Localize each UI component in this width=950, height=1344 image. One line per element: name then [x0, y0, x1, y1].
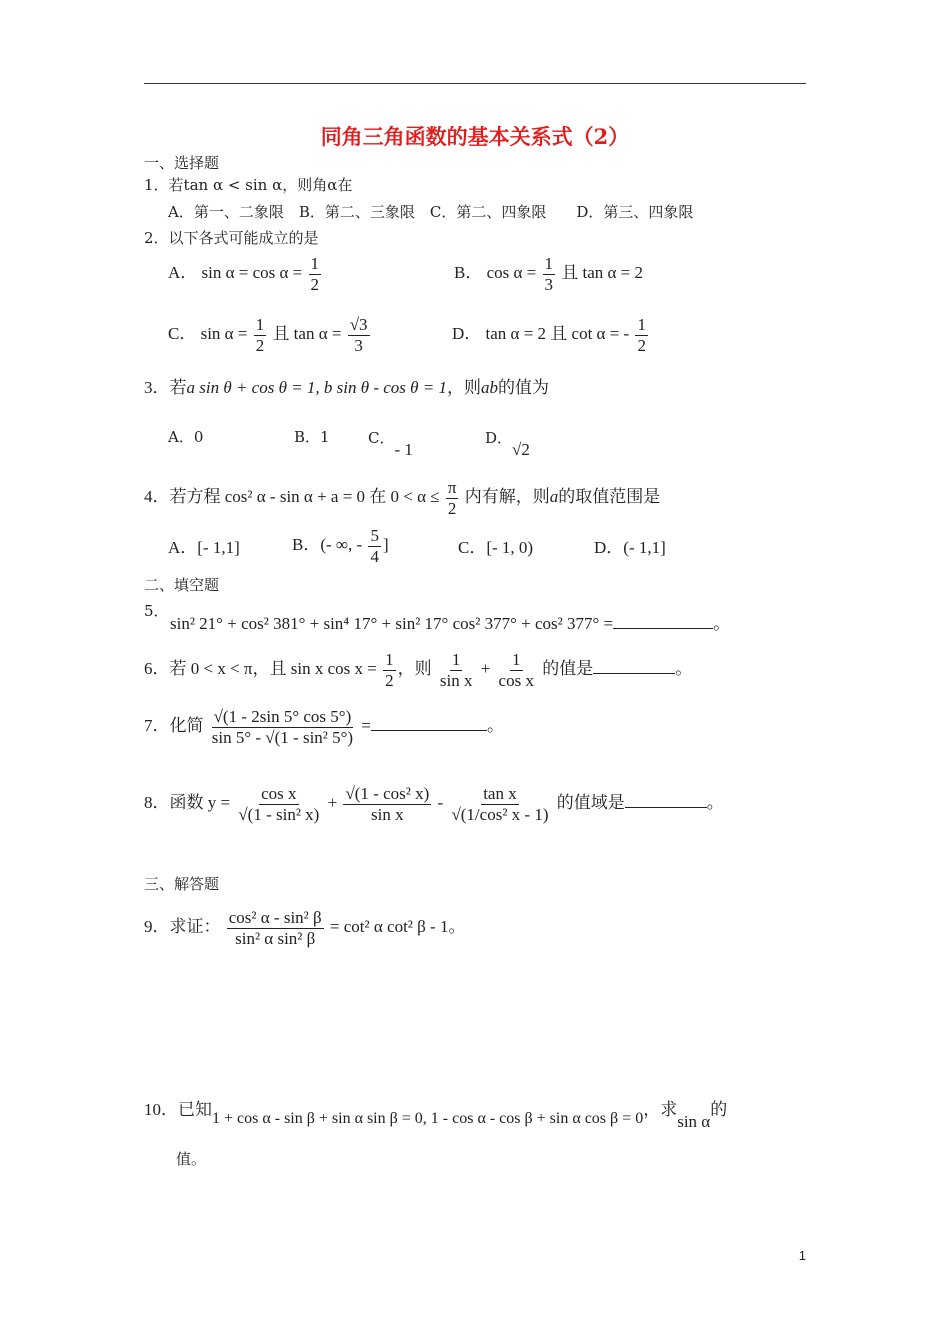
question-4-stem: [144, 478, 660, 518]
q4-equation: cos² α - sin α + a = 0: [224, 486, 366, 506]
q6-end: 的值是: [542, 658, 594, 678]
answer-blank: [613, 628, 713, 629]
header-rule: [144, 83, 806, 84]
question-5-number: 5．: [144, 602, 169, 620]
section-heading-solve: 三、解答题: [144, 875, 220, 893]
q4-range: 在 0 < α ≤: [369, 486, 440, 506]
fraction: [227, 908, 324, 948]
question-2-option-a: A． sin α = cos α = $\frac{1}{2}$: [168, 254, 320, 294]
q3-prefix: 3．若: [144, 378, 187, 397]
option-label: C．: [168, 323, 197, 343]
question-3-stem: [144, 378, 549, 398]
fraction: [343, 784, 431, 824]
q3-condition: a sin θ + cos θ = 1, b sin θ - cos θ = 1: [186, 378, 447, 397]
question-2-option-d: D． tan α = 2 且 cot α = - $\frac{1}{2}$: [452, 315, 646, 355]
answer-blank: [625, 807, 707, 808]
page-number: 1: [798, 1248, 806, 1263]
q7-numerator: √(1 - 2sin 5° cos 5°): [213, 707, 352, 726]
q10-condition: 1 + cos α - sin β + sin α sin β = 0, 1 - cos α - cos β + sin α cos β = 0: [212, 1110, 644, 1127]
question-4-option-a: A．[- 1,1]: [168, 538, 240, 557]
q10-tail: ，求: [643, 1100, 678, 1119]
q8-period: 。: [706, 792, 724, 812]
fraction: $\frac{1}{2}$: [255, 315, 265, 355]
q8-f1-den: √(1 - sin² x): [238, 804, 320, 824]
q8-f2-den: sin x: [371, 804, 404, 824]
q8-f3-num: tan x: [483, 784, 517, 803]
answer-blank: [593, 673, 675, 674]
question-3-option-b: B．1: [294, 428, 330, 446]
q9-rhs: = cot² α cot² β - 1。: [329, 916, 466, 936]
question-10: [144, 1100, 728, 1131]
question-9: [144, 908, 465, 948]
fraction: [449, 784, 550, 824]
question-4-option-c: C．[- 1, 0): [458, 538, 534, 557]
q7-equals: =: [361, 715, 371, 735]
q5-expr: sin² 21° + cos² 381° + sin⁴ 17° + sin² 17° cos² 377° + cos² 377° =: [170, 614, 614, 633]
q8-f3-den: √(1/cos² x - 1): [451, 804, 549, 824]
fraction: $\frac{5}{4}$: [370, 526, 379, 566]
q8-f1-num: cos x: [261, 784, 297, 803]
question-7: [144, 707, 504, 747]
fraction: $\frac{√3}{3}$: [349, 315, 368, 355]
question-2-option-b: B． cos α = $\frac{1}{3}$ 且 tan α = 2: [454, 254, 644, 294]
option-value: - 1: [394, 440, 413, 459]
question-3-option-c: [368, 428, 413, 459]
question-1-options: A．第一、二象限 B．第二、三象限 C．第二、四象限 D．第三、四象限: [168, 203, 694, 221]
option-value: √2: [512, 440, 530, 459]
q6-period: 。: [675, 658, 693, 678]
question-3-option-d: [485, 428, 530, 459]
q8-stem: 8．函数 y =: [144, 792, 231, 812]
question-1-stem: 1．若tan α < sin α，则角α在: [144, 176, 353, 194]
question-10-continuation: 值。: [176, 1150, 207, 1168]
fraction: [236, 784, 321, 824]
fraction: $\frac{\pi}{2}$: [447, 478, 457, 518]
q7-stem: 7．化简: [144, 715, 204, 735]
q7-denominator: sin 5° - √(1 - sin² 5°): [211, 727, 354, 747]
q3-ab: ab: [480, 378, 498, 397]
q4-end: 的取值范围是: [558, 486, 661, 506]
q9-denominator: sin² α sin² β: [235, 928, 316, 948]
question-6: 6．若 0 < x < π，且 sin x cos x = $\frac{1}{2}$ ，则 $\frac{1}{\text{sin x}}$ + $\frac{1}{\text{cos x}}$ 的值是 。: [144, 650, 693, 690]
fraction: $\frac{1}{3}$: [544, 254, 553, 294]
q9-stem: 9．求证：: [144, 916, 221, 936]
q4-a: a: [549, 486, 559, 506]
question-4-option-d: D．(- 1,1]: [594, 538, 666, 557]
fraction: $\frac{1}{\text{cos x}}$: [498, 650, 534, 690]
option-label: D．: [452, 323, 482, 343]
fraction: [210, 707, 355, 747]
q10-end: 的: [710, 1100, 728, 1119]
q3-end: 的值为: [497, 378, 549, 397]
q4-tail: 内有解，则: [464, 486, 550, 506]
q4-prefix: 4．若方程: [144, 486, 221, 506]
question-4-option-b: B．(- ∞, - $\frac{5}{4}$ ]: [292, 526, 389, 566]
q10-stem: 10．已知: [144, 1100, 212, 1119]
q6-tail: ，则: [397, 658, 432, 678]
option-label: C．: [368, 429, 395, 447]
section-heading-fill: 二、填空题: [144, 576, 220, 594]
q5-end: 。: [713, 614, 731, 633]
option-label: B．(- ∞, -: [292, 534, 363, 554]
question-5-expression: [170, 614, 730, 634]
fraction: $\frac{1}{2}$: [637, 315, 646, 355]
option-label: A．: [168, 262, 198, 282]
q9-numerator: cos² α - sin² β: [228, 908, 322, 927]
fraction: $\frac{1}{2}$: [310, 254, 320, 294]
question-2-stem: 2．以下各式可能成立的是: [144, 229, 319, 247]
answer-blank: [371, 730, 487, 731]
q7-end: 。: [486, 715, 504, 735]
q8-f2-num: √(1 - cos² x): [345, 784, 430, 803]
fraction: $\frac{1}{\text{sin x}}$: [439, 650, 473, 690]
option-label: B．: [454, 262, 483, 282]
q8-end: 的值域是: [556, 792, 625, 812]
page-title: 同角三角函数的基本关系式（2）: [320, 124, 630, 149]
fraction: $\frac{1}{2}$: [385, 650, 394, 690]
q10-target: sin α: [677, 1112, 711, 1131]
section-heading-choice: 一、选择题: [144, 154, 220, 172]
question-2-option-c: C． sin α = $\frac{1}{2}$ 且 tan α = $\frac{√3}{3}$: [168, 315, 368, 355]
option-label: D．: [485, 429, 513, 447]
question-8: 8．函数 y = $\frac{\text{cos x}}{\text{√(1 - sin² x)}}$ + $\frac{\text{√(1 - cos² x)}}{\text{sin x}}$ - $\frac{\text{tan x}}{\text{√(1/cos² x - 1)}}$ 的值域是 。: [144, 784, 724, 824]
question-3-option-a: A．0: [168, 428, 204, 446]
q6-stem: 6．若 0 < x < π，且 sin x cos x =: [144, 658, 377, 678]
q3-tail: ，则: [446, 378, 481, 397]
